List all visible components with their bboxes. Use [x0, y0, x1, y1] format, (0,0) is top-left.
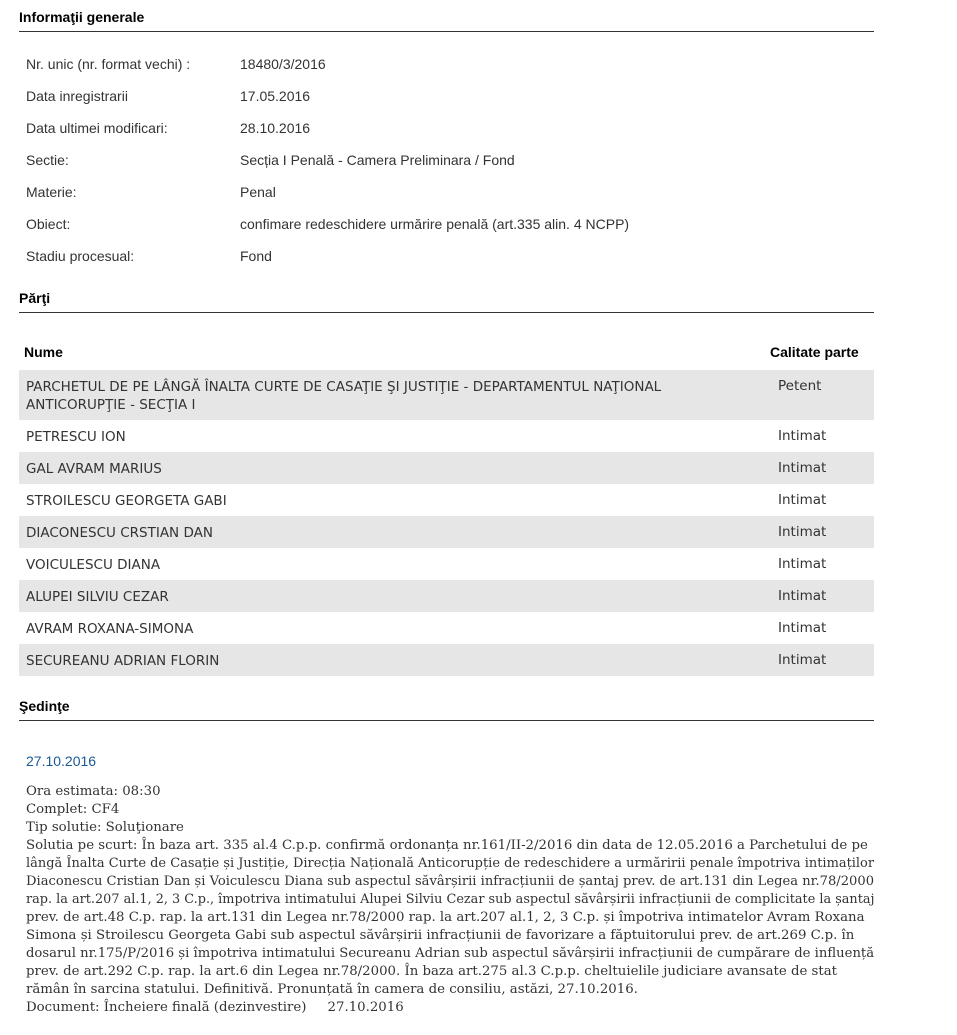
info-row	[26, 88, 874, 120]
table-row	[19, 420, 874, 452]
info-label: Nr. unic (nr. format vechi) :	[26, 56, 191, 72]
party-role: Intimat	[778, 652, 827, 668]
info-label: Obiect:	[26, 216, 71, 232]
info-value: 17.05.2016	[240, 88, 311, 104]
solution-line: Solutia pe scurt: În baza art. 335 al.4 C.p.p. confirmă ordonanța nr.161/II-2/2016 din data de 12.05.2016 a Parchetului de pe	[26, 838, 868, 853]
hearing-time: Ora estimata: 08:30	[26, 784, 161, 799]
parti-table-header	[19, 344, 874, 370]
table-row	[19, 370, 874, 420]
document-line: Document: Încheiere finală (dezinvestire) 27.10.2016	[26, 1000, 404, 1015]
table-row	[19, 516, 874, 548]
solution-line: Simona și Stroilescu Georgeta Gabi sub aspectul săvârșirii infracțiunii de favorizare a făptuitorului prev. de art.269 C.p. în	[26, 928, 855, 943]
solution-line: dosarul nr.175/P/2016 și împotriva intimatului Secureanu Adrian sub aspectul săvârșirii infracțiunii de cumpărare de influență	[26, 946, 875, 961]
solution-line: Diaconescu Cristian Dan și Voiculescu Diana sub aspectul săvârșirii infracțiunii de șantaj prev. de art.131 din Legea nr.78/2000	[26, 874, 875, 889]
info-row	[26, 184, 874, 216]
info-label: Sectie:	[26, 152, 69, 168]
table-row	[19, 452, 874, 484]
info-value: Secția I Penală - Camera Preliminara / Fond	[240, 152, 515, 168]
table-row	[19, 612, 874, 644]
party-role: Intimat	[778, 556, 827, 572]
party-name: GAL AVRAM MARIUS	[26, 461, 162, 477]
page-content	[19, 0, 874, 1017]
info-row	[26, 248, 874, 280]
hearing-date: 27.10.2016	[26, 753, 97, 769]
party-role: Petent	[778, 378, 822, 394]
party-role: Intimat	[778, 460, 827, 476]
info-value: 18480/3/2016	[240, 56, 326, 72]
info-row	[26, 120, 874, 152]
hearing-details	[26, 783, 874, 1017]
section-title-sedinte: Şedinţe	[19, 698, 874, 721]
info-value: Fond	[240, 248, 272, 264]
column-header-calitate: Calitate parte	[770, 344, 859, 360]
info-label: Data ultimei modificari:	[26, 120, 168, 136]
solution-line: lângă Înalta Curte de Casație și Justiție, Direcția Națională Anticorupție de redeschidere a urmăririi penale împotriva intimaților	[26, 856, 875, 871]
party-role: Intimat	[778, 588, 827, 604]
info-row	[26, 152, 874, 184]
table-row	[19, 580, 874, 612]
party-role: Intimat	[778, 620, 827, 636]
table-row	[19, 548, 874, 580]
info-row	[26, 56, 874, 88]
party-role: Intimat	[778, 492, 827, 508]
table-row	[19, 644, 874, 676]
section-title-parti: Părţi	[19, 290, 874, 313]
party-name: ALUPEI SILVIU CEZAR	[26, 589, 169, 605]
party-role: Intimat	[778, 428, 827, 444]
party-name: VOICULESCU DIANA	[26, 557, 161, 573]
party-name: PARCHETUL DE PE LÂNGĂ ÎNALTA CURTE DE CASAŢIE ŞI JUSTIŢIE - DEPARTAMENTUL NAŢIONAL ANTICORUPŢIE - SECŢIA I	[26, 379, 662, 413]
party-name: STROILESCU GEORGETA GABI	[26, 493, 227, 509]
solution-line: prev. de art.48 C.p. rap. la art.131 din Legea nr.78/2000 rap. la art.207 al.1, 2, 3 C.p. și împotriva intimatelor Avram Roxana	[26, 910, 865, 925]
solution-line: rap. la art.207 al.1, 2, 3 C.p., împotriva intimatului Alupei Silviu Cezar sub aspectul săvârșirii infracțiunii de complicitate la șantaj	[26, 892, 875, 907]
table-row	[19, 484, 874, 516]
solution-line: rămân în sarcina statului. Definitivă. Pronunțată în camera de consiliu, astăzi, 27.10.2016.	[26, 982, 638, 997]
solution-line: prev. de art.292 C.p. rap. la art.6 din Legea nr.78/2000. În baza art.275 al.3 C.p.p. cheltuielile judiciare avansate de stat	[26, 964, 837, 979]
column-header-nume: Nume	[24, 344, 63, 360]
party-name: AVRAM ROXANA-SIMONA	[26, 621, 194, 637]
hearing-panel: Complet: CF4	[26, 802, 120, 817]
info-value: 28.10.2016	[240, 120, 311, 136]
party-name: DIACONESCU CRSTIAN DAN	[26, 525, 213, 541]
general-info	[26, 56, 874, 280]
party-name: PETRESCU ION	[26, 429, 126, 445]
info-label: Materie:	[26, 184, 77, 200]
info-value: Penal	[240, 184, 276, 200]
section-title-general: Informaţii generale	[19, 9, 874, 32]
info-row	[26, 216, 874, 248]
info-value: confimare redeschidere urmărire penală (art.335 alin. 4 NCPP)	[240, 216, 630, 232]
info-label: Stadiu procesual:	[26, 248, 135, 264]
party-name: SECUREANU ADRIAN FLORIN	[26, 653, 220, 669]
party-role: Intimat	[778, 524, 827, 540]
info-label: Data inregistrarii	[26, 88, 128, 104]
solution-type: Tip solutie: Soluţionare	[26, 820, 184, 835]
parti-table	[19, 370, 874, 676]
